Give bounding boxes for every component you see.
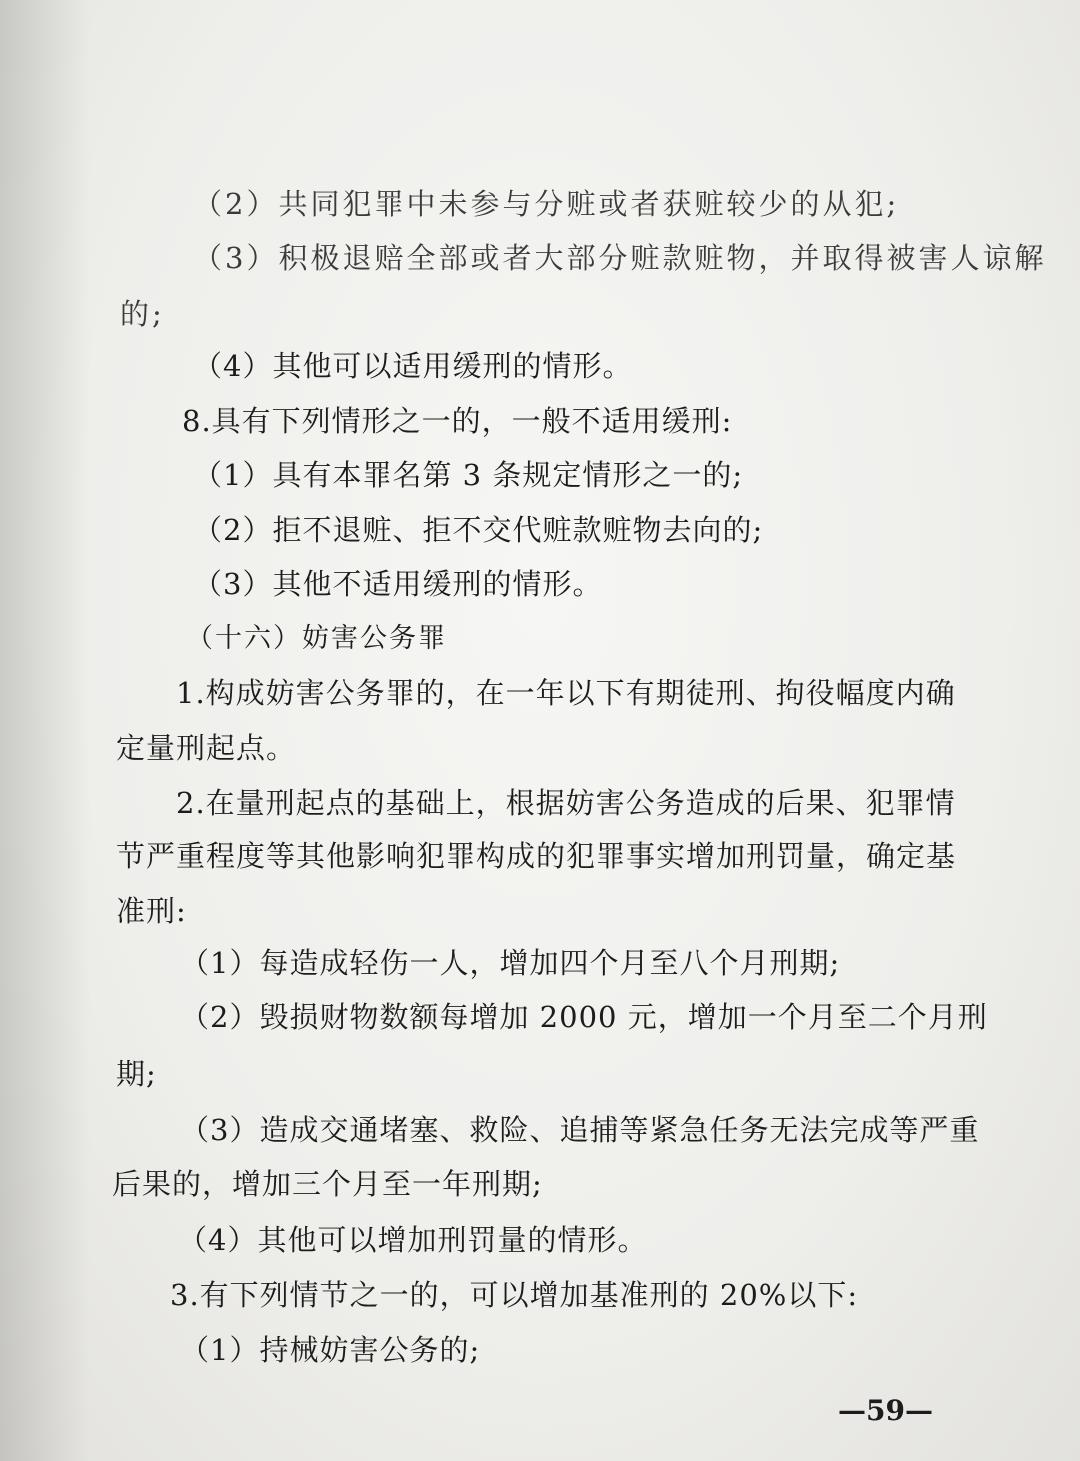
text-line: （1）每造成轻伤一人，增加四个月至八个月刑期;: [180, 946, 841, 980]
text-line: （3）积极退赔全部或者大部分赃款赃物，并取得被害人谅解: [193, 241, 1047, 275]
text-line: 的;: [120, 297, 165, 331]
text-line: 3.有下列情节之一的，可以增加基准刑的 20%以下:: [170, 1278, 859, 1312]
text-line: （4）其他可以增加刑罚量的情形。: [178, 1223, 648, 1257]
text-line: 节严重程度等其他影响犯罪构成的犯罪事实增加刑罚量，确定基: [116, 839, 957, 873]
section-heading: （十六）妨害公务罪: [186, 623, 447, 654]
page-number: —59—: [838, 1394, 933, 1427]
page-edge-shadow: [0, 0, 90, 1461]
text-line: （2）共同犯罪中未参与分赃或者获赃较少的从犯;: [193, 187, 900, 221]
text-line: （2）毁损财物数额每增加 2000 元，增加一个月至二个月刑: [180, 1000, 988, 1034]
text-line: 期;: [116, 1057, 157, 1091]
text-line: （1）具有本罪名第 3 条规定情形之一的;: [193, 458, 744, 492]
text-line: 8.具有下列情形之一的，一般不适用缓刑:: [182, 404, 733, 438]
text-line: （4）其他可以适用缓刑的情形。: [193, 349, 633, 383]
text-line: 2.在量刑起点的基础上，根据妨害公务造成的后果、犯罪情: [176, 786, 956, 820]
text-line: （2）拒不退赃、拒不交代赃款赃物去向的;: [193, 513, 764, 547]
text-line: 1.构成妨害公务罪的，在一年以下有期徒刑、拘役幅度内确: [176, 676, 956, 710]
text-line: （1）持械妨害公务的;: [180, 1333, 481, 1367]
text-line: 定量刑起点。: [116, 731, 297, 765]
text-line: （3）其他不适用缓刑的情形。: [193, 567, 603, 601]
text-line: 后果的，增加三个月至一年刑期;: [112, 1167, 543, 1201]
text-line: （3）造成交通堵塞、救险、追捕等紧急任务无法完成等严重: [180, 1113, 980, 1147]
text-line: 准刑:: [116, 894, 187, 928]
